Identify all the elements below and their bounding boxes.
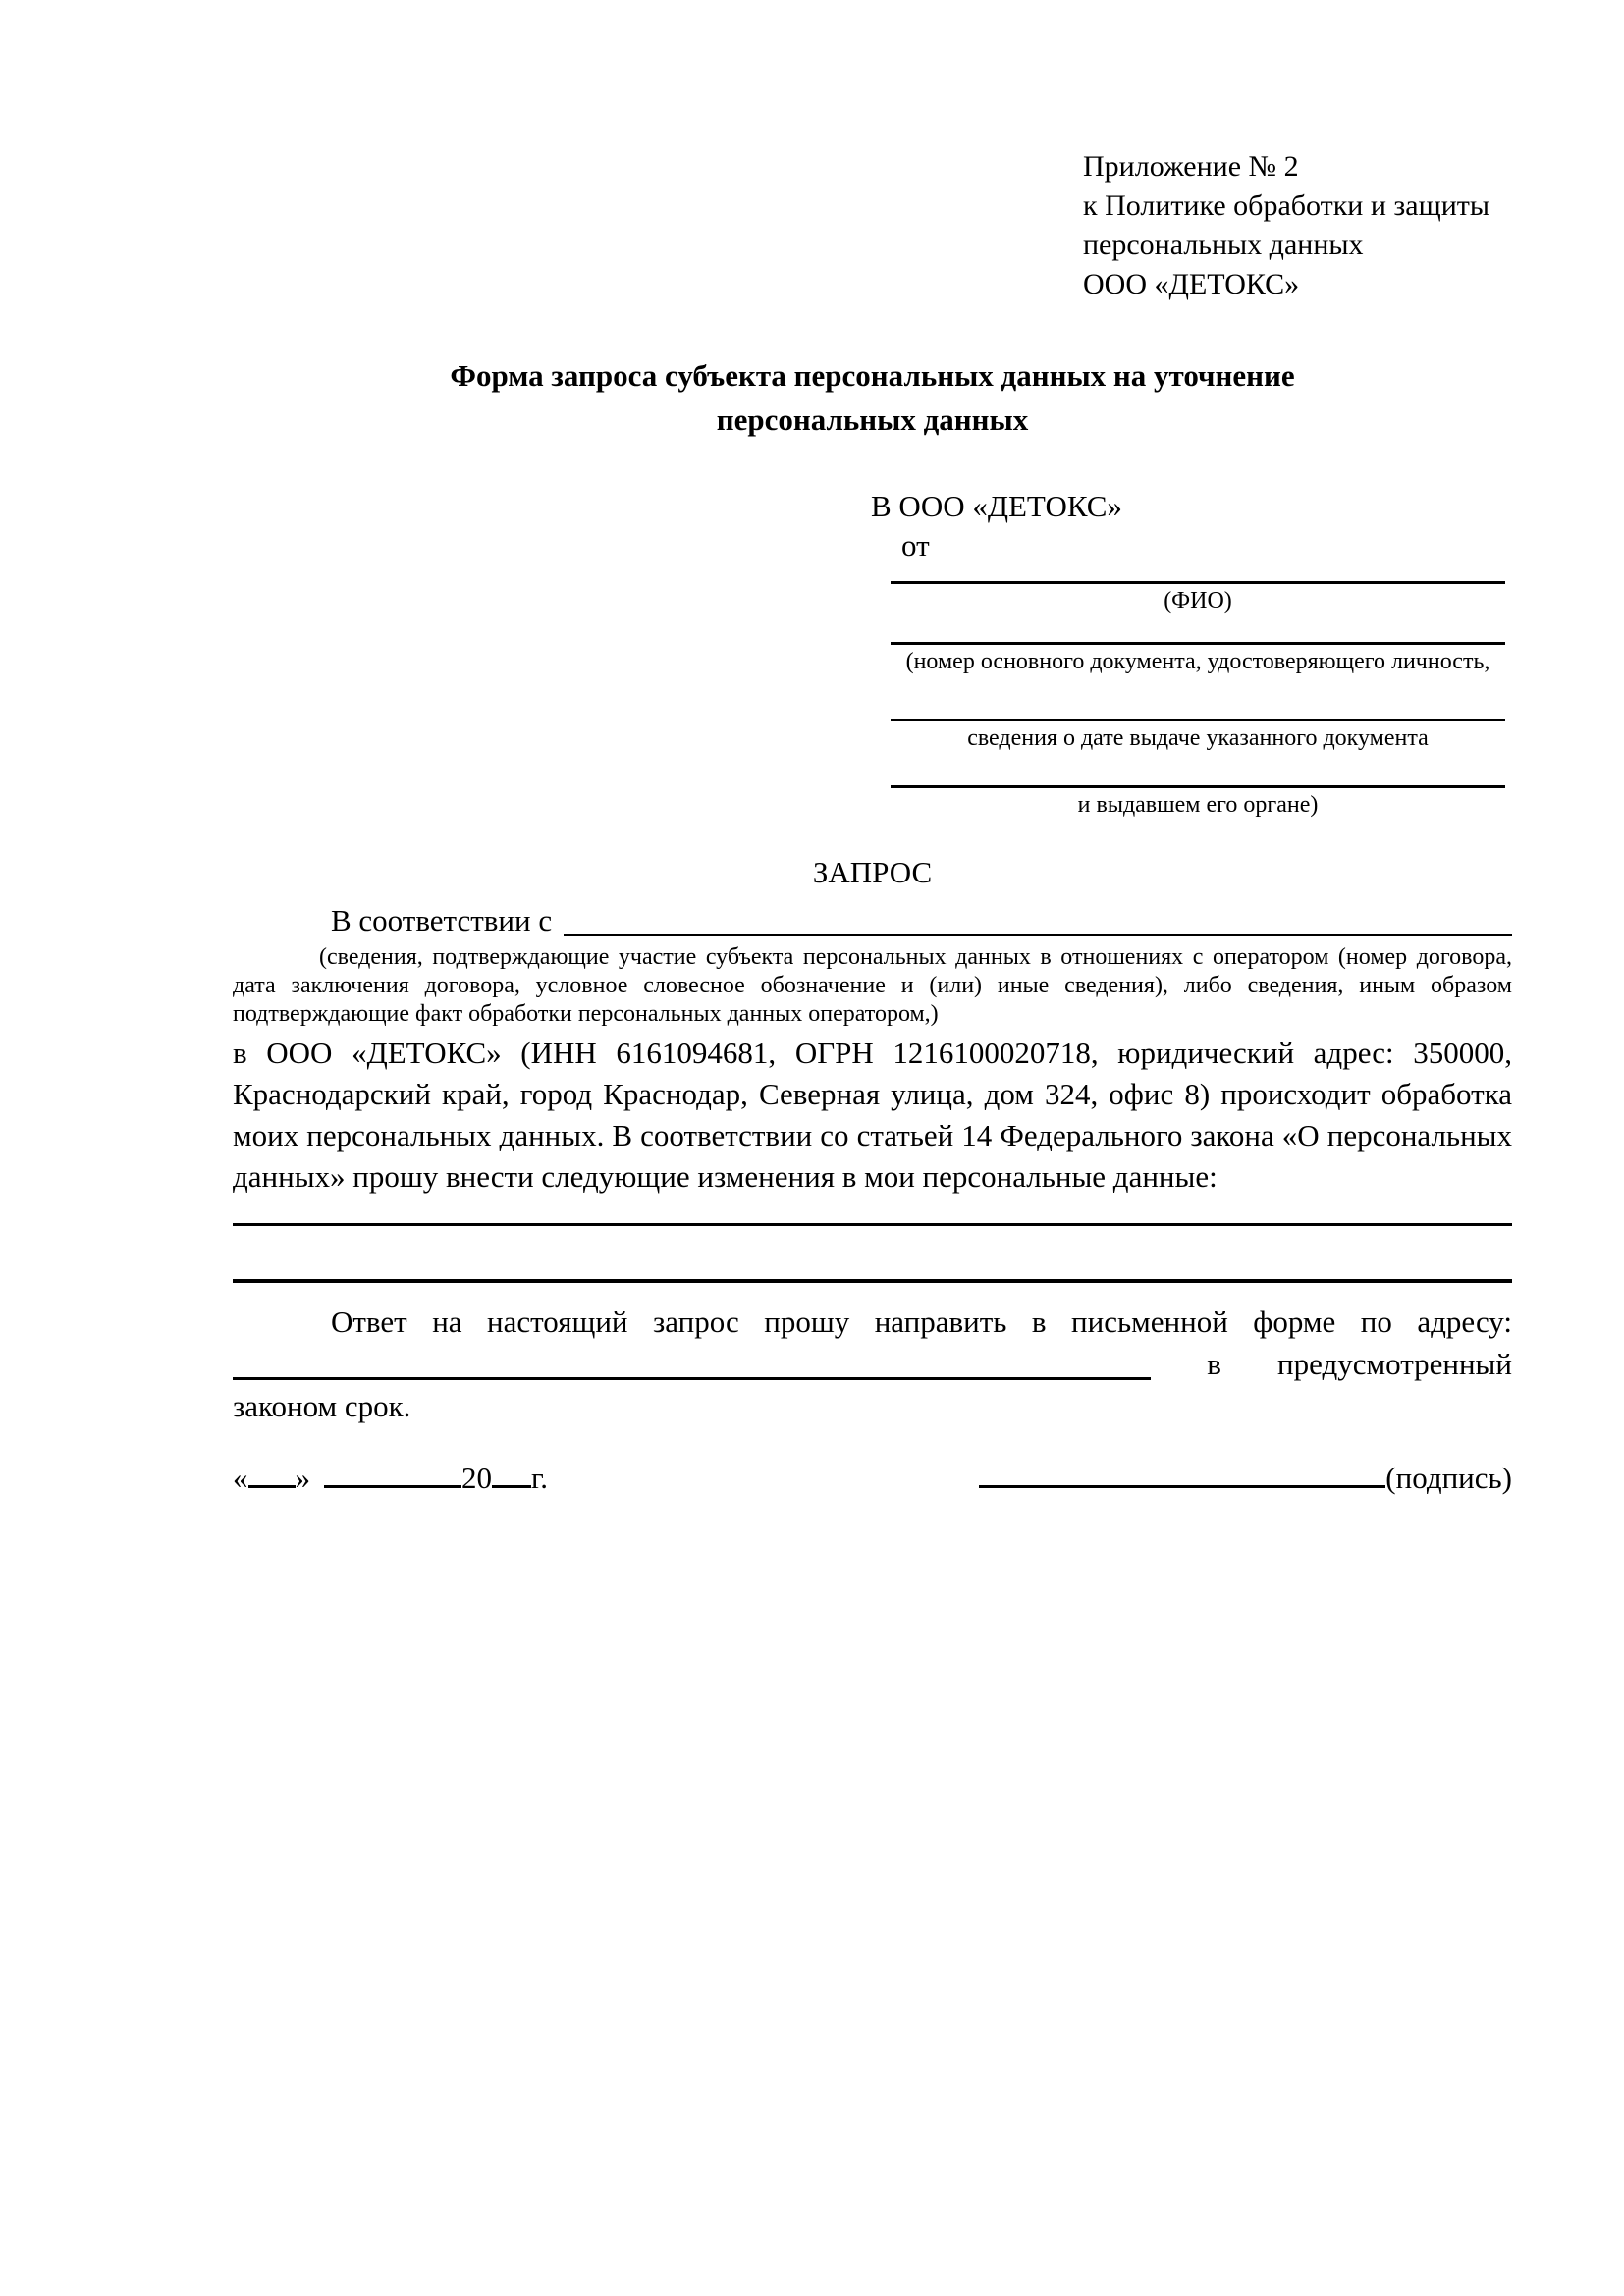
year-suffix: г. <box>531 1461 548 1495</box>
day-blank-line <box>248 1483 296 1488</box>
appendix-line: персональных данных <box>1083 229 1364 261</box>
addressee-organization: В ООО «ДЕТОКС» <box>871 489 1122 523</box>
appendix-line: к Политике обработки и защиты <box>1083 189 1490 222</box>
year-blank-line <box>492 1483 531 1488</box>
reply-word-in: в <box>1207 1347 1221 1381</box>
accordance-blank-line <box>564 934 1512 936</box>
appendix-block <box>1083 147 1512 304</box>
reply-sentence: Ответ на настоящий запрос прошу направить в письменной форме по адресу: <box>331 1305 1512 1339</box>
open-quote: « <box>233 1461 248 1495</box>
signature-caption: (подпись) <box>1385 1461 1512 1495</box>
reply-word-stipulated: предусмотренный <box>1277 1347 1512 1381</box>
date-field <box>233 1457 548 1499</box>
body-paragraph: в ООО «ДЕТОКС» (ИНН 6161094681, ОГРН 1216100020718, юридический адрес: 350000, Краснодарский край, город Краснодар, Северная улица, дом 324, офис 8) происходит обработка моих персональных данных. В соответствии со статьей 14 Федерального закона «О персональных данных» прошу внести следующие изменения в мои персональные данные: <box>233 1036 1512 1194</box>
year-prefix: 20 <box>461 1461 492 1495</box>
request-heading: ЗАПРОС <box>812 855 933 889</box>
close-quote: » <box>295 1461 310 1495</box>
changes-blank-line-2 <box>233 1226 1512 1283</box>
document-number-caption: (номер основного документа, удостоверяющего личность, <box>905 649 1490 674</box>
accordance-note: (сведения, подтверждающие участие субъекта персональных данных в отношениях с оператором (номер договора, дата заключения договора, условное словесное обозначение и (или) иные сведения), либо сведения, иным образом подтверждающие факт обработки персональных данных оператором,) <box>233 944 1512 1027</box>
date-signature-row <box>233 1457 1512 1499</box>
addressee-block <box>871 487 1512 820</box>
issue-date-caption: сведения о дате выдаче указанного документа <box>967 725 1429 751</box>
fio-field <box>891 581 1505 615</box>
accordance-line <box>233 899 1512 941</box>
document-number-field <box>891 642 1505 676</box>
issuing-authority-field <box>891 785 1505 820</box>
issue-date-field <box>891 719 1505 753</box>
reply-address-blank-line <box>233 1377 1151 1380</box>
changes-blank-line-1 <box>233 1198 1512 1226</box>
reply-address-row <box>233 1343 1512 1385</box>
accordance-prefix: В соответствии с <box>331 903 553 937</box>
appendix-line: ООО «ДЕТОКС» <box>1083 268 1300 300</box>
reply-tail: законом срок. <box>233 1389 411 1423</box>
document-title: Форма запроса субъекта персональных данных на уточнение персональных данных <box>450 358 1295 437</box>
issuing-authority-caption: и выдавшем его органе) <box>1077 792 1319 818</box>
fio-caption: (ФИО) <box>1164 588 1232 614</box>
appendix-line: Приложение № 2 <box>1083 150 1299 183</box>
signature-field <box>979 1457 1512 1499</box>
addressee-from-label: от <box>901 528 930 562</box>
month-blank-line <box>324 1483 461 1488</box>
signature-blank-line <box>979 1483 1385 1488</box>
